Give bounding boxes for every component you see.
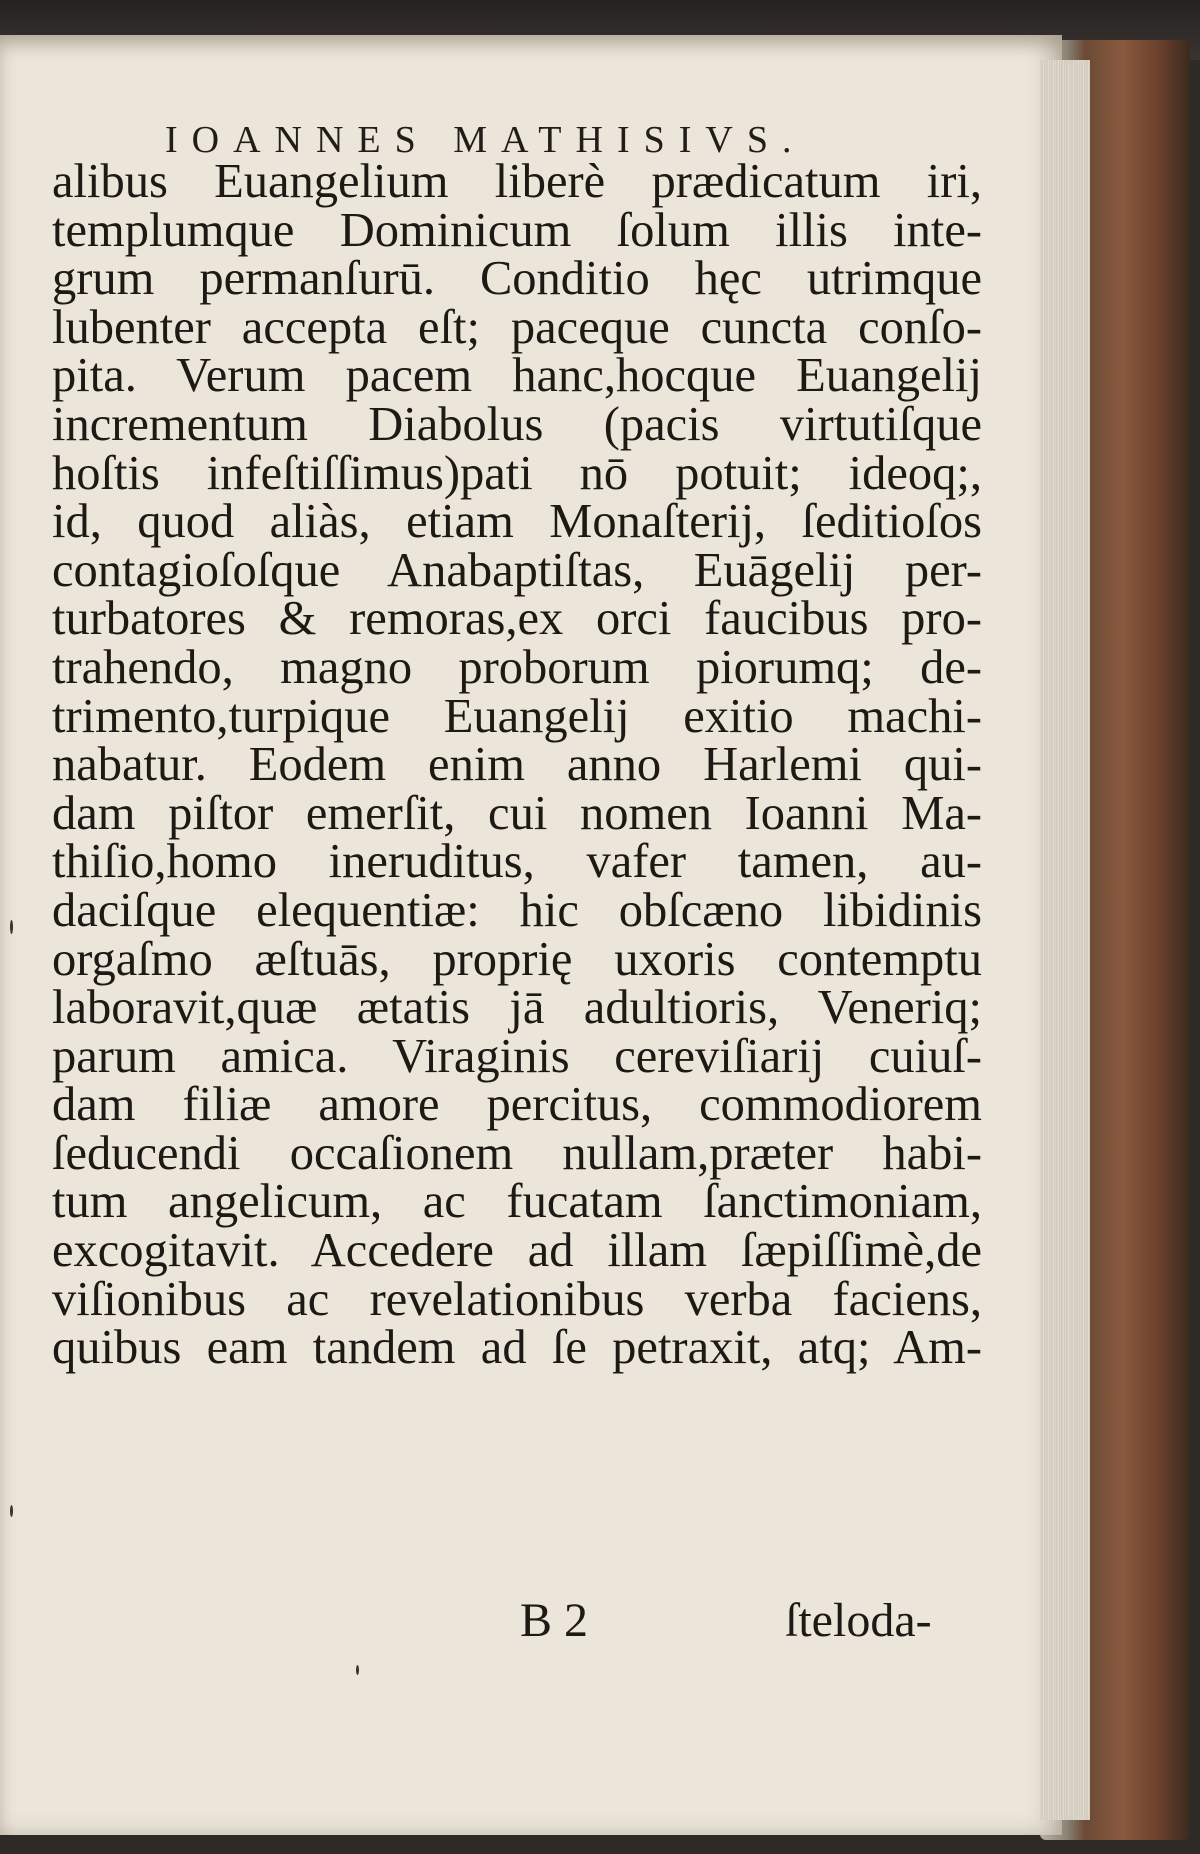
ink-fleck	[10, 1505, 13, 1517]
text-line: contagioſoſque Anabaptiſtas, Euāgelij per-	[52, 543, 982, 597]
text-line: pita. Verum pacem hanc,hocque Euangelij	[52, 349, 982, 403]
text-line: nabatur. Eodem enim anno Harlemi qui-	[52, 738, 982, 792]
text-line: trimento,turpique Euangelij exitio machi-	[52, 689, 982, 743]
text-line: turbatores & remoras,ex orci faucibus pro-	[52, 592, 982, 646]
text-line: alibus Euangelium liberè prædicatum iri,	[52, 155, 982, 208]
body-text	[52, 155, 982, 1375]
text-line: quibus eam tandem ad ſe petraxit, atq; Am-	[52, 1321, 982, 1375]
text-line: daciſque elequentiæ: hic obſcæno libidinis	[52, 883, 982, 937]
text-line: orgaſmo æſtuās, proprię uxoris contemptu	[52, 932, 982, 986]
ink-fleck	[356, 1665, 359, 1675]
text-line: hoſtis infeſtiſſimus)pati nō potuit; ideoq;,	[52, 446, 982, 500]
page-stack-edge	[1040, 60, 1090, 1820]
running-head: IOANNES MATHISIVS.	[165, 119, 806, 161]
text-line: tum angelicum, ac fucatam ſanctimoniam,	[52, 1175, 982, 1229]
signature-mark: B 2	[520, 1594, 589, 1647]
text-line: templumque Dominicum ſolum illis inte-	[52, 203, 982, 257]
text-line: thiſio,homo ineruditus, vafer tamen, au-	[52, 835, 982, 889]
text-line: grum permanſurū. Conditio hęc utrimque	[52, 252, 982, 306]
ink-fleck	[10, 920, 13, 934]
text-line: trahendo, magno proborum piorumq; de-	[52, 640, 982, 694]
text-line: incrementum Diabolus (pacis virtutiſque	[52, 397, 982, 451]
text-line: lubenter accepta eſt; paceque cuncta conſo-	[52, 300, 982, 354]
text-line: laboravit,quæ ætatis jā adultioris, Veneriq;	[52, 981, 982, 1035]
text-line: excogitavit. Accedere ad illam ſæpiſſimè,de	[52, 1224, 982, 1278]
text-line: dam filiæ amore percitus, commodiorem	[52, 1078, 982, 1132]
text-line: parum amica. Viraginis cereviſiarij cuiuſ-	[52, 1029, 982, 1083]
text-line: ſeducendi occaſionem nullam,præter habi-	[52, 1126, 982, 1180]
text-line: viſionibus ac revelationibus verba faciens,	[52, 1272, 982, 1326]
text-line: dam piſtor emerſit, cui nomen Ioanni Ma-	[52, 786, 982, 840]
catchword: ſteloda-	[785, 1594, 932, 1647]
text-line: id, quod aliàs, etiam Monaſterij, ſeditioſos	[52, 495, 982, 549]
